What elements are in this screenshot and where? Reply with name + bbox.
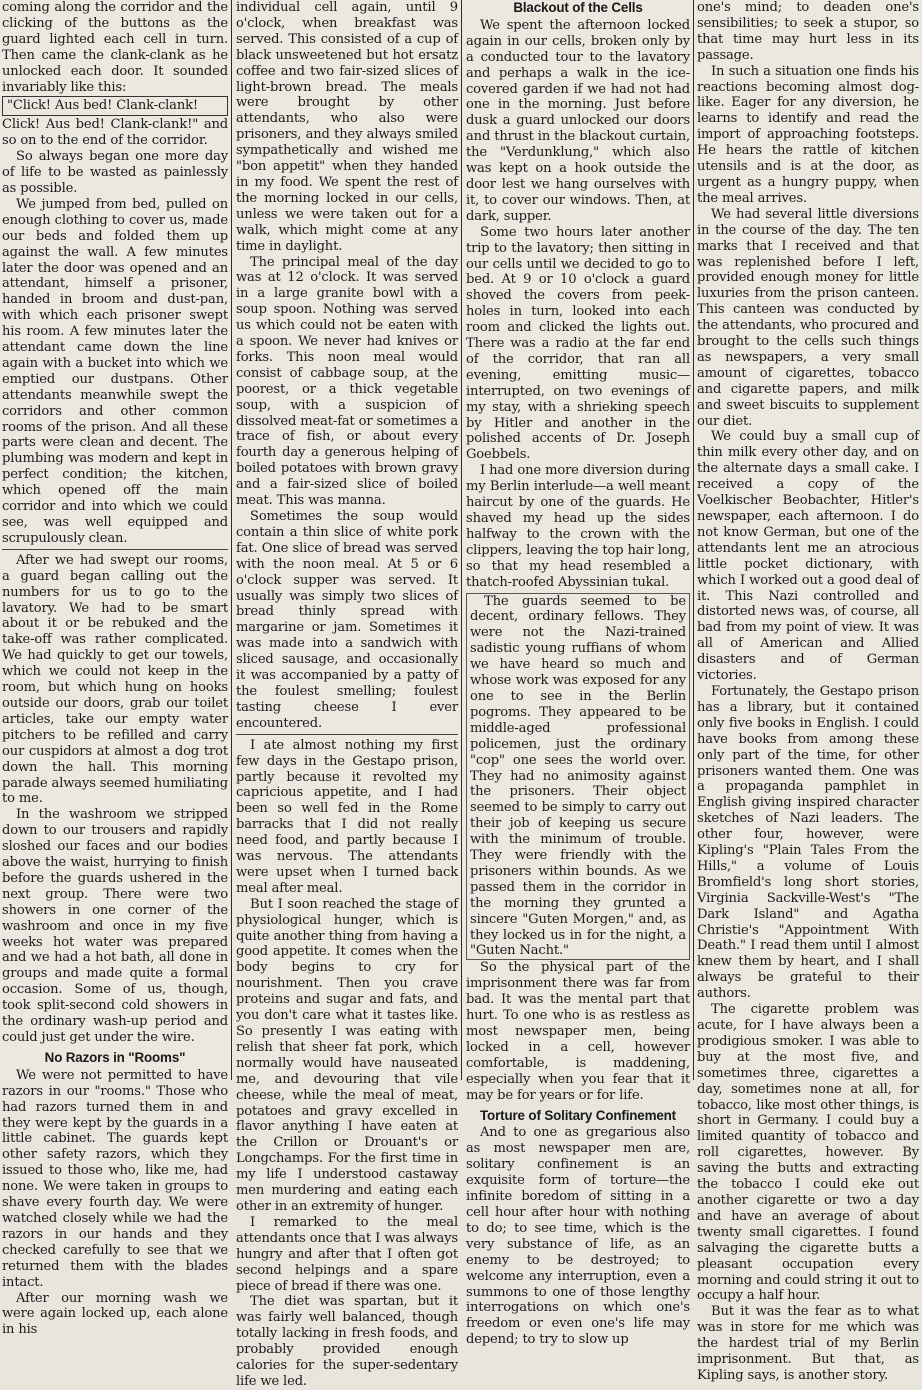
paragraph: individual cell again, until 9 o'clock, when breakfast was served. This consisted of a cup of black unsweetened but hot ersatz coffee and two fair-sized slices of light-brown bread. The meals were brought by other attendants, who also were prisoners, and they always smiled sympathetically and wished me "bon appetit" when they handed in my food. We spent the rest of the morning locked in our cells, unless we were taken out for a walk, which might come at any time in daylight. [236,0,458,254]
paragraph: one's mind; to deaden one's sensibilities; to seek a stupor, so that time may hurt less in its passage. [697,0,919,63]
column-1 [2,0,228,1338]
paragraph: Fortunately, the Gestapo prison has a library, but it contained only five books in English. I could have books from among these only part of the time, for other prisoners wanted them. One was a propaganda pamphlet in English giving inspired character sketches of Nazi leaders. The other four, however, were Kipling's "Plain Tales From the Hills," a volume of Louis Bromfield's long short stories, Virginia Sackville-West's "The Dark Island" and Agatha Christie's "Appointment With Death." I read them until I almost knew them by heart, and I shall always be grateful to their authors. [697,683,919,1002]
quote-box [2,96,228,116]
paragraph: We jumped from bed, pulled on enough clothing to cover us, made our beds and folded them up against the wall. A few minutes later the door was opened and an attendant, himself a prisoner, handed in broom and dust-pan, with which each prisoner swept his room. A few minutes later the attendant came down the line again with a bucket into which we emptied our dustpans. Other attendants meanwhile swept the corridors and other common rooms of the prison. And all these parts were clean and decent. The plumbing was modern and kept in perfect condition; the kitchen, which opened off the main corridor and into which we could see, was well equipped and scrupulously clean. [2,196,228,546]
paragraph: In such a situation one finds his reactions becoming almost dog-like. Eager for any diversion, he learns to identify and read the import of approaching footsteps. He hears the rattle of kitchen utensils and is at the door, as urgent as a hungry puppy, when the meal arrives. [697,63,919,206]
divider [236,734,458,735]
column-4 [697,0,919,1383]
paragraph: Click! Aus bed! Clank-clank!" and so on to the end of the corridor. [2,117,228,149]
divider [2,549,228,550]
paragraph: I remarked to the meal attendants once that I was always hungry and after that I often got second helpings and a spare piece of bread if there was one. [236,1214,458,1294]
subheading: Blackout of the Cells [513,0,643,15]
paragraph: The cigarette problem was acute, for I have always been a prodigious smoker. I was able to buy at the most five, and sometimes three, cigarettes a day, sometimes none at all, for tobacco, like most other things, is short in Germany. I could buy a limited quantity of tobacco and roll cigarettes, however. By saving the butts and extracting the tobacco I could eke out another cigarette or two a day and have an average of about twenty small cigarettes. I found salvaging the cigarette butts a pleasant occupation every morning and could string it out to occupy a half hour. [697,1002,919,1304]
paragraph: The principal meal of the day was at 12 o'clock. It was served in a large granite bowl with a soup spoon. Nothing was served us which could not be eaten with a spoon. We never had knives or forks. This noon meal would consist of cabbage soup, at the poorest, or a thick vegetable soup, with a suspicion of dissolved meat-fat or sometimes a trace of fish, or about every fourth day a generous helping of boiled potatoes with brown gravy and a fair-sized slice of boiled meat. This was manna. [236,254,458,509]
paragraph: The guards seemed to be decent, ordinary fellows. They were not the Nazi-trained sadistic young ruffians of whom we have heard so much and whose work was exposed for any one to see in the Berlin pogroms. They appeared to be middle-aged professional policemen, just the ordinary "cop" one sees the world over. They had no animosity against the prisoners. Their object seemed to be simply to carry out their job of keeping us secure with the minimum of trouble. They were friendly with the prisoners within bounds. As we passed them in the corridor in the morning they grunted a sincere "Guten Morgen," and, as they locked us in for the night, a "Guten Nacht." [470,593,686,959]
paragraph: I ate almost nothing my first few days in the Gestapo prison, partly because it revolted my capricious appetite, and I had been so well fed in the Rome barracks that I did not really need food, and partly because I was nervous. The attendants were upset when I turned back meal after meal. [236,737,458,896]
subheading: Torture of Solitary Confinement [480,1107,676,1123]
column-3 [466,0,690,1348]
boxed-section [466,593,690,961]
column-2 [236,0,458,1389]
paragraph: I had one more diversion during my Berlin interlude—a well meant haircut by one of the guards. He shaved my head up the sides halfway to the crown with the clippers, leaving the top hair long, so that my head resembled a thatch-roofed Abyssinian tukal. [466,463,690,590]
quoted-call: "Click! Aus bed! Clank-clank! [7,98,198,114]
column-rule [693,0,694,1080]
paragraph: So always began one more day of life to be wasted as painlessly as possible. [2,149,228,196]
paragraph: But I soon reached the stage of physiological hunger, which is quite another thing from having a good appetite. It comes when the body begins to cry for nourishment. Then you crave proteins and sugar and fats, and you don't care what it tastes like. So presently I was eating with relish that sheer fat pork, which normally would have nauseated me, and devouring that vile cheese, while the meal of meat, potatoes and gravy excelled in flavor anything I have eaten at the Crillon or Drouant's or Longchamps. For the first time in my life I understood castaway men murdering and eating each other in an extremity of hunger. [236,896,458,1214]
paragraph: The diet was spartan, but it was fairly well balanced, though totally lacking in fresh foods, and probably provided enough calories for the super-sedentary life we led. [236,1294,458,1389]
column-rule [461,0,462,1080]
paragraph: coming along the corridor and the clicking of the buttons as the guard lighted each cell in turn. Then came the clank-clank as he unlocked each door. It sounded invariably like this: [2,0,228,95]
column-rule [231,0,232,1080]
paragraph: Sometimes the soup would contain a thin slice of white pork fat. One slice of bread was served with the noon meal. At 5 or 6 o'clock supper was served. It usually was simply two slices of bread thinly spread with margarine or jam. Sometimes it was made into a sandwich with sliced sausage, and occasionally it was accompanied by a patty of the foulest smelling; foulest tasting cheese I ever encountered. [236,509,458,731]
paragraph: We were not permitted to have razors in our "rooms." Those who had razors turned them in and they were kept by the guards in a little cabinet. The guards kept other safety razors, which they issued to those who, like me, had none. We were taken in groups to shave every fourth day. We were watched closely while we had the razors in our hands and they checked carefully to see that we returned them with the blades intact. [2,1067,228,1290]
paragraph: But it was the fear as to what was in store for me which was the hardest trial of my Berlin imprisonment. But that, as Kipling says, is another story. [697,1304,919,1383]
paragraph: So the physical part of the imprisonment there was far from bad. It was the mental part that hurt. To one who is as restless as most newspaper men, being locked in a cell, however comfortable, is maddening, especially when you fear that it may be for years or for life. [466,960,690,1103]
paragraph: After we had swept our rooms, a guard began calling out the numbers for us to go to the lavatory. We had to be smart about it or be rebuked and the take-off was rather complicated. We had quickly to get our towels, which we could not keep in the room, but which hung on hooks outside our doors, grab our toilet articles, take our empty water pitchers to be refilled and carry our cuspidors at almost a dog trot down the hall. This morning parade always seemed humiliating to me. [2,552,228,807]
paragraph: Some two hours later another trip to the lavatory; then sitting in our cells until we decided to go to bed. At 9 or 10 o'clock a guard shoved the covers from peek-holes in turn, looked into each room and clicked the lights out. There was a radio at the far end of the corridor, that ran all evening, emitting music—interrupted, on two evenings of my stay, with a shrieking speech by Hitler and another in the polished accents of Dr. Joseph Goebbels. [466,224,690,463]
paragraph: After our morning wash we were again locked up, each alone in his [2,1290,228,1338]
paragraph: We spent the afternoon locked again in our cells, broken only by a conducted tour to the lavatory and perhaps a walk in the ice-covered garden if we had not had one in the morning. Just before dusk a guard unlocked our doors and thrust in the blackout curtain, the "Verdunklung," which also was kept on a hook outside the door lest we hang ourselves with it, to cover our windows. Then, at dark, supper. [466,17,690,224]
paragraph: And to one as gregarious also as most newspaper men are, solitary confinement is an exquisite form of torture—the infinite boredom of sitting in a cell hour after hour with nothing to do; to see time, which is the very substance of life, as an enemy to be destroyed; to welcome any interruption, even a summons to one of those lengthy interrogations on which one's freedom or even one's life may depend; to try to slow up [466,1125,690,1348]
paragraph: We had several little diversions in the course of the day. The ten marks that I received and that was replenished before I left, provided enough money for little luxuries from the prison canteen. This canteen was conducted by the attendants, who procured and brought to the cells such things as newspapers, a very small amount of cigarettes, tobacco and cigarette papers, and milk and sweet biscuits to supplement our diet. [697,206,919,429]
subheading: No Razors in "Rooms" [44,1049,186,1065]
paragraph: We could buy a small cup of thin milk every other day, and on the alternate days a small cake. I received a copy of the Voelkischer Beobachter, Hitler's newspaper, each afternoon. I do not know German, but one of the attendants lent me an atrocious little pocket dictionary, with which I worked out a good deal of it. This Nazi controlled and distorted news was, of course, all bad from my point of view. It was all of American and Allied disasters and of German victories. [697,429,919,684]
paragraph: In the washroom we stripped down to our trousers and rapidly sloshed our faces and our bodies above the waist, hurrying to finish before the guards ushered in the next group. There were two showers in one corner of the washroom and once in my five weeks hot water was prepared and we had a hot bath, all done in groups and made quite a formal occasion. Some of us, though, took split-second cold showers in the ordinary wash-up period and could just get under the wire. [2,807,228,1045]
